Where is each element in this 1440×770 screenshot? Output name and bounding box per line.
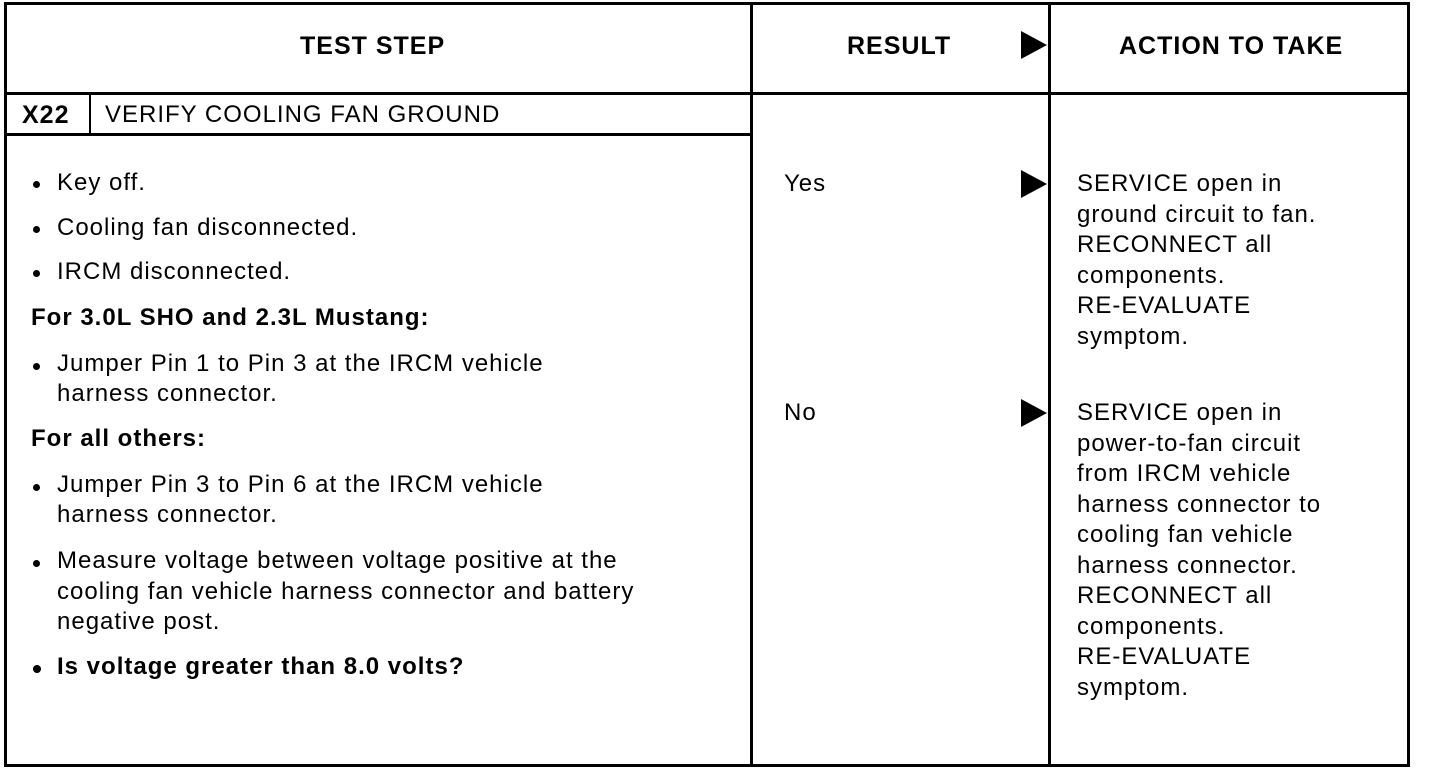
action-yes: SERVICE open in ground circuit to fan. RECONNECT all components. RE-EVALUATE symptom. [1077, 170, 1317, 350]
header-divider [4, 92, 1410, 95]
action-no: SERVICE open in power-to-fan circuit from IRCM vehicle harness connector to cooling fan vehicle harness connector. RECONNECT all components. RE-EVALUATE symptom. [1077, 399, 1322, 701]
bullet-icon [33, 363, 40, 370]
bullet-icon [33, 560, 40, 567]
header-test-step: TEST STEP [300, 32, 446, 60]
procedure-jumper-pin1-pin3-line1: Jumper Pin 1 to Pin 3 at the IRCM vehicle [57, 350, 544, 377]
procedure-question: Is voltage greater than 8.0 volts? [57, 653, 465, 680]
step-title: VERIFY COOLING FAN GROUND [105, 101, 501, 128]
procedure-key-off: Key off. [57, 169, 146, 196]
procedure-jumper-pin3-pin6-line2: harness connector. [57, 501, 278, 528]
step-id: X22 [22, 101, 70, 129]
procedure-ircm-disconnected: IRCM disconnected. [57, 258, 292, 285]
procedure-subheading-sho-mustang: For 3.0L SHO and 2.3L Mustang: [31, 304, 430, 331]
table-border-top [4, 2, 1410, 5]
column-divider-2 [1048, 2, 1051, 767]
header-action-to-take: ACTION TO TAKE [1119, 32, 1344, 60]
bullet-icon [33, 270, 40, 277]
column-divider-1 [750, 2, 753, 767]
procedure-measure-voltage-line3: negative post. [57, 608, 221, 635]
procedure-jumper-pin1-pin3-line2: harness connector. [57, 380, 278, 407]
header-result: RESULT [847, 32, 952, 60]
procedure-fan-disconnected: Cooling fan disconnected. [57, 214, 359, 241]
procedure-jumper-pin3-pin6-line1: Jumper Pin 3 to Pin 6 at the IRCM vehicle [57, 471, 544, 498]
result-yes-arrow-icon [1021, 170, 1047, 198]
bullet-icon [33, 226, 40, 233]
result-no-arrow-icon [1021, 399, 1047, 427]
table-border-right [1407, 2, 1410, 767]
bullet-icon [33, 484, 40, 491]
step-title-divider [4, 133, 752, 136]
procedure-measure-voltage-line1: Measure voltage between voltage positive at the [57, 547, 618, 574]
table-border-left [4, 2, 7, 767]
table-border-bottom [4, 764, 1410, 767]
step-id-divider [89, 94, 91, 135]
procedure-measure-voltage-line2: cooling fan vehicle harness connector and battery [57, 578, 635, 605]
procedure-subheading-all-others: For all others: [31, 425, 207, 452]
bullet-icon [33, 665, 41, 673]
result-yes: Yes [784, 170, 827, 197]
result-no: No [784, 399, 817, 426]
bullet-icon [33, 181, 40, 188]
header-arrow-icon [1021, 31, 1047, 59]
